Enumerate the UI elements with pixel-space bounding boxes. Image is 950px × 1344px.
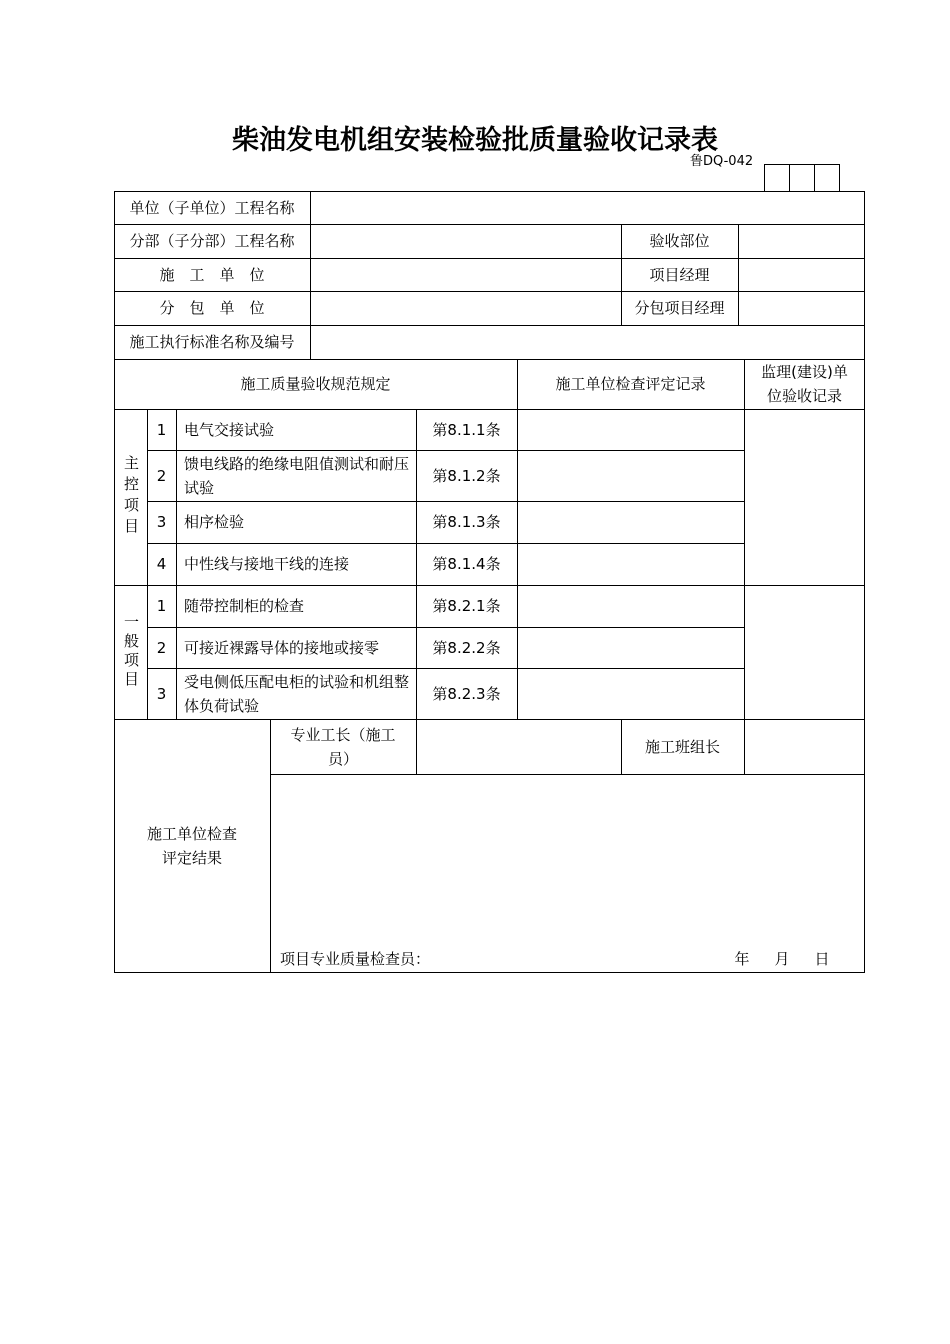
project-name-label: 单位（子单位）工程名称 <box>129 198 295 217</box>
contractor-record-header: 施工单位检查评定记录 <box>555 375 706 393</box>
main-item-no: 4 <box>156 555 167 573</box>
main-item-no: 2 <box>156 466 167 485</box>
acceptance-part-label: 验收部位 <box>649 232 710 250</box>
sub-project-label: 分部（子分部）工程名称 <box>129 232 295 250</box>
code-boxes <box>765 164 840 191</box>
general-item-desc: 可接近裸露导体的接地或接零 <box>184 638 380 657</box>
subcontractor-label: 分 包 单 位 <box>159 299 265 317</box>
main-item-clause: 第8.1.2条 <box>432 466 501 485</box>
result-label: 施工单位检查评定结果 <box>146 825 237 867</box>
date-year: 年 <box>734 950 750 968</box>
team-leader-label: 施工班组长 <box>644 737 720 756</box>
spec-column-header: 施工质量验收规范规定 <box>240 375 391 393</box>
general-group-label: 一般项目 <box>122 614 140 690</box>
main-item-no: 3 <box>156 513 167 531</box>
foreman-label: 专业工长（施工员） <box>290 725 396 768</box>
main-item-no: 1 <box>156 420 167 439</box>
date-month: 月 <box>774 950 790 968</box>
general-item-no: 2 <box>156 638 167 657</box>
general-item-desc: 随带控制柜的检查 <box>184 597 305 615</box>
inspector-label: 项目专业质量检查员： <box>280 950 431 968</box>
standard-label: 施工执行标准名称及编号 <box>129 333 295 351</box>
main-item-desc: 相序检验 <box>184 513 245 531</box>
main-item-clause: 第8.1.4条 <box>432 555 501 573</box>
supervisor-record-header: 监理(建设)单位验收记录 <box>761 363 848 405</box>
contractor-label: 施 工 单 位 <box>159 265 265 284</box>
page-title: 柴油发电机组安装检验批质量验收记录表 <box>232 125 718 156</box>
main-item-clause: 第8.1.1条 <box>432 420 501 439</box>
general-item-no: 1 <box>156 597 167 615</box>
general-item-clause: 第8.2.3条 <box>432 684 501 703</box>
main-item-desc: 电气交接试验 <box>184 420 275 439</box>
general-item-no: 3 <box>156 684 167 703</box>
main-control-group-label: 主控项目 <box>122 455 140 539</box>
form-code: 鲁DQ-042 <box>690 154 754 169</box>
date-day: 日 <box>814 950 830 968</box>
main-item-clause: 第8.1.3条 <box>432 513 501 531</box>
general-item-desc: 受电侧低压配电柜的试验和机组整体负荷试验 <box>184 672 410 715</box>
general-item-clause: 第8.2.2条 <box>432 638 501 657</box>
inspection-form-table <box>114 191 865 973</box>
general-item-clause: 第8.2.1条 <box>432 597 501 615</box>
sub-project-manager-label: 分包项目经理 <box>634 299 725 317</box>
main-item-desc: 中性线与接地干线的连接 <box>184 555 350 573</box>
project-manager-label: 项目经理 <box>649 265 710 284</box>
main-item-desc: 馈电线路的绝缘电阻值测试和耐压试验 <box>184 454 410 497</box>
